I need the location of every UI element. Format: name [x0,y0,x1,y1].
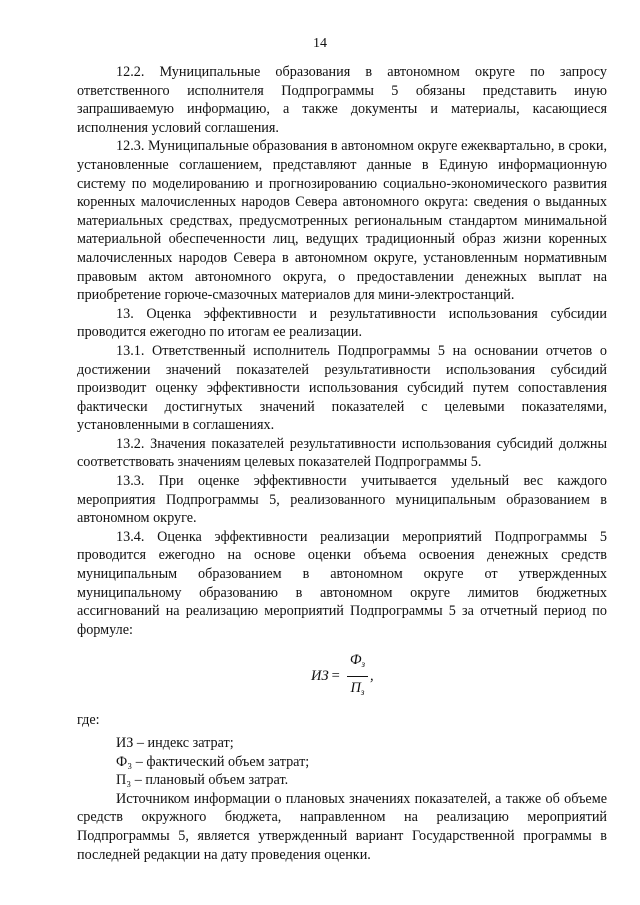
formula-fraction [347,651,368,701]
definition-cost-index: ИЗ – индекс затрат; [116,735,234,751]
cost-index-formula [77,643,607,705]
paragraph-13: 13. Оценка эффективности и результативности использования субсидии проводится ежегодно по итогам ее реализации. [77,305,607,341]
formula-denominator: $П_з$ [350,680,365,697]
paragraph-13-1: 13.1. Ответственный исполнитель Подпрограммы 5 на основании отчетов о достижении значений показателей результативности использования субсидий производит оценку эффективности использования субсидий путем сопоставления фактически достигнутых значений показателей с целевыми показателями, установленными в соглашениях. [77,342,607,434]
paragraph-13-2: 13.2. Значения показателей результативности использования субсидий должны соответствовать значениям целевых показателей Подпрограммы 5. [77,435,607,471]
formula-trailing-comma: , [370,668,374,685]
paragraph-12-2: 12.2. Муниципальные образования в автономном округе по запросу ответственного исполнителя Подпрограммы 5 обязаны представить иную запрашиваемую информацию, а также документы и материалы, касающиеся исполнения условий соглашения. [77,64,607,136]
formula-numerator: $Ф_з$ [347,651,368,677]
paragraph-13-3: 13.3. При оценке эффективности учитывается удельный вес каждого мероприятия Подпрограммы 5, реализованного муниципальным образованием в автономном округе. [77,473,607,527]
closing-paragraph: Источником информации о плановых значениях показателей, а также об объеме средств окружного бюджета, направленном на реализацию мероприятий Подпрограммы 5, является утвержденный вариант Государственной программы в последней редакции на дату проведения оценки. [77,790,607,863]
where-label: где: [77,712,100,729]
definition-actual-costs: Ф₃ – фактический объем затрат; [116,753,310,770]
page-number: 14 [313,36,327,51]
formula-lhs: ИЗ [311,668,329,685]
formula-equals: = [331,668,340,685]
paragraph-12-3: 12.3. Муниципальные образования в автономном округе ежеквартально, в сроки, установленные соглашением, представляют данные в Единую информационную систему по моделированию и прогнозированию социально-экономического развития коренных малочисленных народов Севера автономного округа: сведения о выданных материальных средствах, предусмотренных региональным стандартом минимальной материальной обеспеченности лиц, ведущих традиционный образ жизни коренных малочисленных народов Севера в автономном округе, установленным нормативным правовым актом автономного округа, о предоставлении денежных выплат на приобретение горюче-смазочных материалов для мини-электростанций. [77,138,607,304]
paragraph-13-4: 13.4. Оценка эффективности реализации мероприятий Подпрограммы 5 проводится ежегодно на основе оценки объема освоения денежных средств муниципальным образованием в автономном округе от утвержденных муниципальному образованию в автономном округе лимитов бюджетных ассигнований на реализацию мероприятий Подпрограммы 5 за отчетный период по формуле: [77,528,607,638]
document-body [77,63,607,864]
definition-planned-costs: П₃ – плановый объем затрат. [116,772,289,789]
